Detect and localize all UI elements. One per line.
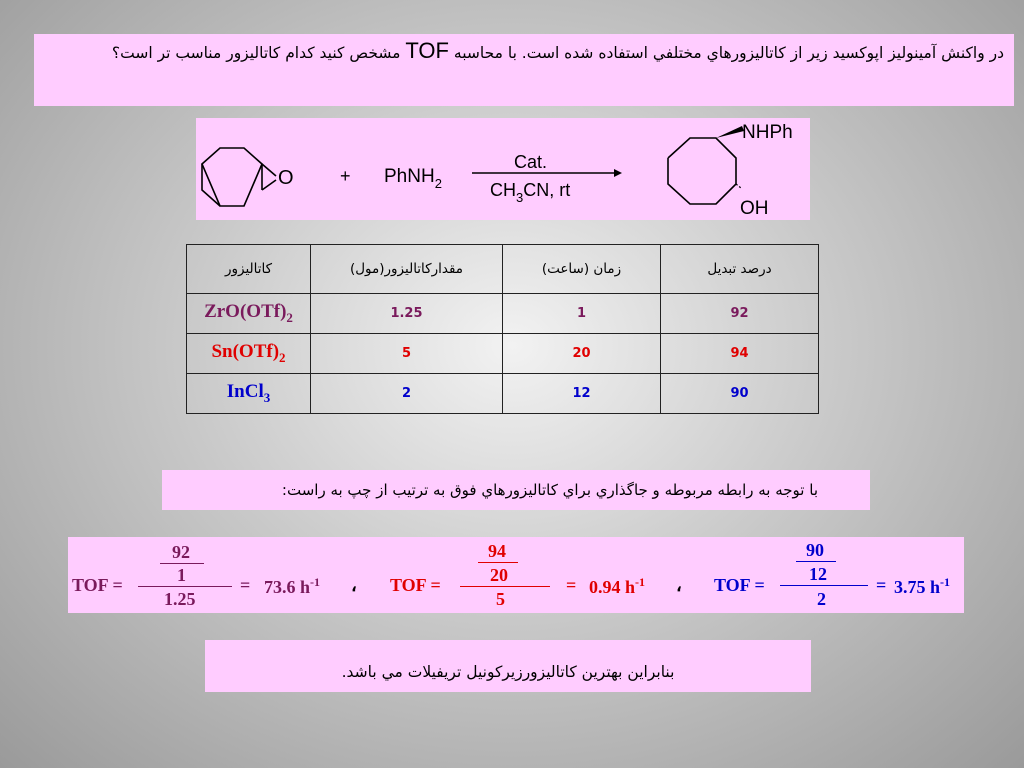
- question-text-b: مشخص کنید کدام کاتالیزور مناسب تر است؟: [111, 44, 406, 62]
- tof-result: 3.75 $h^{-1}$: [894, 575, 951, 597]
- table-row: [187, 374, 819, 414]
- note-text: با توجه به رابطه مربوطه و جاگذاري براي کاتاليزورهاي فوق به ترتيب از چپ به راست:: [281, 481, 818, 499]
- time-cell: 1: [503, 294, 661, 334]
- header-catalyst: کاتالیزور: [187, 245, 311, 294]
- tof-numerator: 94: [488, 541, 506, 561]
- table-row: [187, 294, 819, 334]
- fraction-bar: [796, 561, 836, 562]
- tof-equals: =: [240, 575, 251, 595]
- question-tof: TOF: [405, 38, 449, 63]
- amount-cell: 1.25: [311, 294, 503, 334]
- hash-bond: [736, 184, 741, 188]
- instruction-note: [162, 470, 870, 510]
- tof-equals: =: [566, 575, 577, 595]
- table-row: [187, 334, 819, 374]
- table-header-row: [187, 245, 819, 294]
- tof-label: TOF =: [72, 575, 123, 595]
- epoxide-oxygen: O: [278, 167, 294, 189]
- product-oh: OH: [740, 198, 769, 219]
- arrow-bottom-label: $CH_3CN$, rt: [490, 180, 571, 205]
- catalyst-table: [186, 244, 819, 414]
- tof-result: 73.6 $h^{-1}$: [264, 575, 321, 597]
- fraction-bar: [138, 586, 232, 587]
- fraction-bar: [478, 562, 518, 563]
- catalyst-cell: InCl$_3$: [187, 374, 311, 414]
- tof-equals: =: [876, 575, 887, 595]
- tof-denominator-top: 12: [809, 564, 827, 584]
- tof-result: 0.94 $h^{-1}$: [589, 575, 646, 597]
- time-cell: 20: [503, 334, 661, 374]
- product-nhph: NHPh: [742, 122, 793, 143]
- product-ring: [668, 138, 736, 204]
- reaction-scheme: [196, 118, 810, 220]
- tof-denominator-top: 20: [490, 565, 508, 585]
- plus-sign: +: [340, 166, 351, 186]
- conclusion-box: [205, 640, 811, 692]
- wedge-bond: [716, 126, 744, 138]
- separator-comma: ،: [351, 575, 357, 595]
- header-conversion: درصد تبدیل: [661, 245, 819, 294]
- separator-comma: ،: [676, 575, 682, 595]
- fraction-bar: [780, 585, 868, 586]
- arrow-top-label: Cat.: [514, 152, 548, 172]
- time-cell: 12: [503, 374, 661, 414]
- tof-denominator-bottom: 1.25: [164, 589, 196, 609]
- tof-label: TOF =: [714, 575, 765, 595]
- header-amount: مقدارکاتالیزور(مول): [311, 245, 503, 294]
- question-text-a: در واکنش آمینولیز اپوکسید زیر از کاتالیزورهاي مختلفي استفاده شده است. با محاسبه: [448, 44, 1004, 62]
- reagent: PhNH$_2$: [384, 166, 442, 191]
- amount-cell: 5: [311, 334, 503, 374]
- fraction-bar: [460, 586, 550, 587]
- catalyst-cell: $Sn(OTf)_2$: [187, 334, 311, 374]
- conversion-cell: 90: [661, 374, 819, 414]
- tof-label: TOF =: [390, 575, 441, 595]
- question-box: [34, 34, 1014, 106]
- header-time: زمان (ساعت): [503, 245, 661, 294]
- amount-cell: 2: [311, 374, 503, 414]
- tof-denominator-bottom: 2: [817, 589, 826, 609]
- tof-denominator-bottom: 5: [496, 589, 505, 609]
- fraction-bar: [160, 563, 204, 564]
- conclusion-text: بنابراين بهترين کاتاليزورزيرکونيل تريفيلات مي باشد.: [341, 663, 675, 681]
- catalyst-cell: $ZrO(OTf)_2$: [187, 294, 311, 334]
- tof-calculations: [68, 537, 964, 613]
- tof-numerator: 90: [806, 540, 824, 560]
- tof-numerator: 92: [172, 542, 190, 562]
- tof-denominator-top: 1: [177, 565, 186, 585]
- conversion-cell: 92: [661, 294, 819, 334]
- reaction-svg: [196, 118, 810, 220]
- conversion-cell: 94: [661, 334, 819, 374]
